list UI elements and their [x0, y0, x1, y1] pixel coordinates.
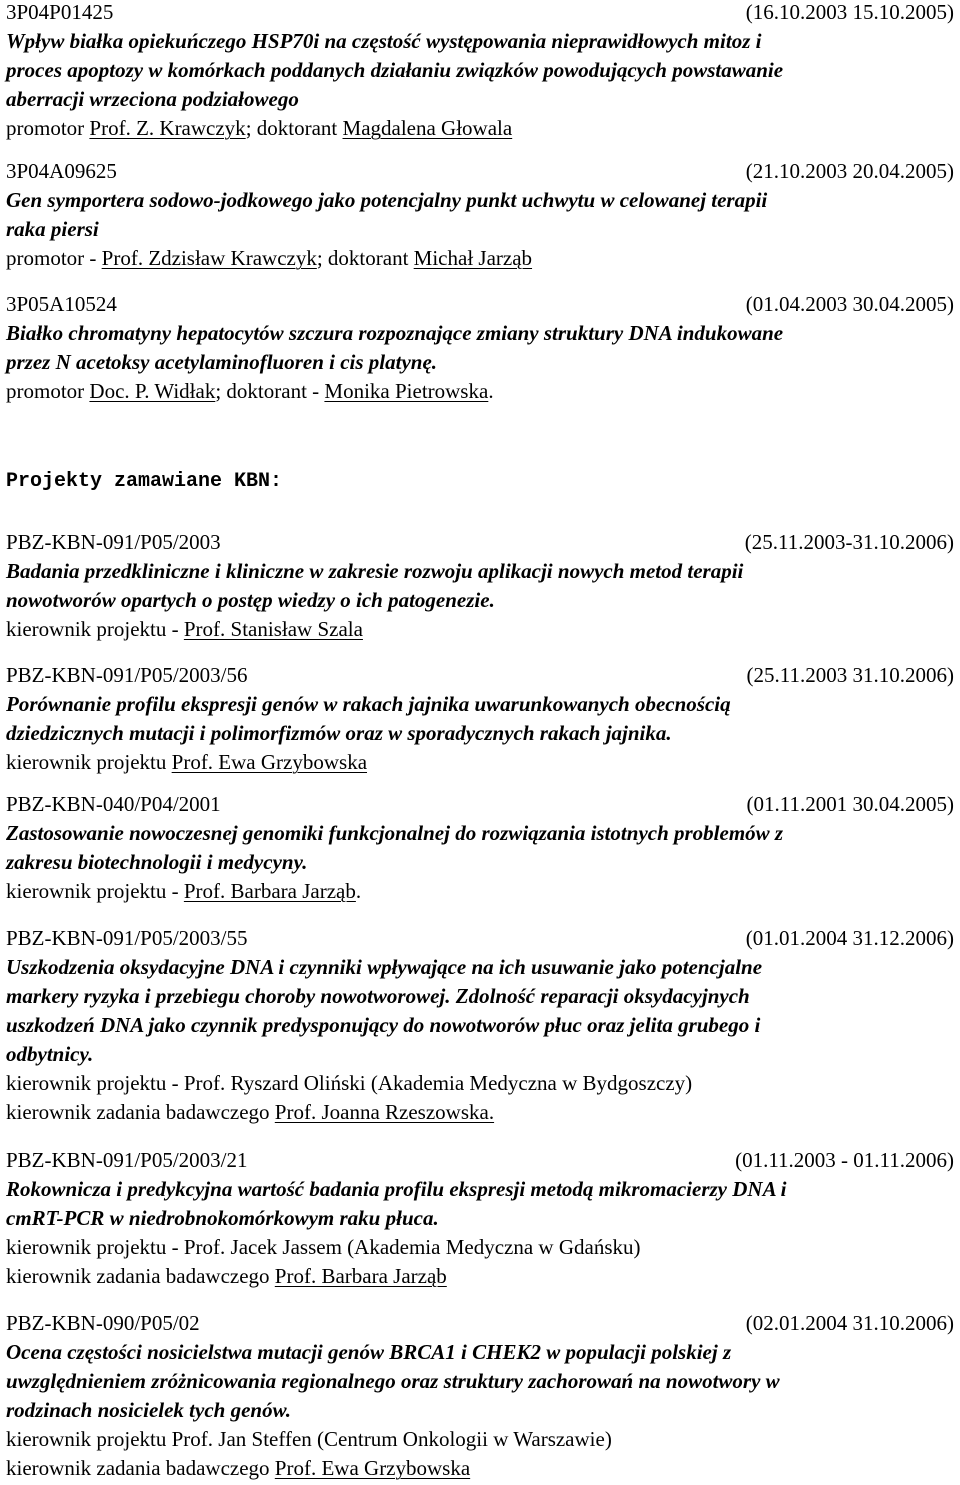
- person-role: kierownik projektu -: [6, 617, 184, 641]
- project-header: [6, 528, 954, 557]
- person-name: Prof. Barbara Jarząb: [274, 1264, 447, 1288]
- grant-header: [6, 157, 954, 186]
- project-title-line: Uszkodzenia oksydacyjne DNA i czynniki wpływające na ich usuwanie jako potencjalne: [6, 955, 763, 979]
- project-header: [6, 790, 954, 819]
- promotor-name: Doc. P. Widłak: [89, 379, 216, 403]
- project-person: [6, 1425, 954, 1454]
- grant-period: (16.10.2003 15.10.2005): [745, 0, 954, 24]
- person-separator: ; doktorant: [245, 116, 343, 140]
- project-title-line: zakresu biotechnologii i medycyny.: [6, 850, 308, 874]
- grant-period: (21.10.2003 20.04.2005): [745, 159, 954, 183]
- project-code: PBZ-KBN-091/P05/2003/55: [6, 926, 248, 950]
- grant-title-line: przez N acetoksy acetylaminofluoren i cis platynę.: [6, 350, 438, 374]
- grant-title-line: Białko chromatyny hepatocytów szczura rozpoznające zmiany struktury DNA indukowane: [6, 321, 784, 345]
- grant-title-line: Wpływ białka opiekuńczego HSP70i na częstość występowania nieprawidłowych mitoz i: [6, 29, 762, 53]
- grant-code: 3P04P01425: [6, 0, 114, 24]
- project-title-line: cmRT-PCR w niedrobnokomórkowym raku płuca.: [6, 1206, 439, 1230]
- grant-people: [6, 377, 954, 406]
- doctoral-student-name: Monika Pietrowska: [324, 379, 489, 403]
- project-header: [6, 661, 954, 690]
- grant-title-line: aberracji wrzeciona podziałowego: [6, 87, 299, 111]
- grant-title-line: proces apoptozy w komórkach poddanych działaniu związków powodujących powstawanie: [6, 58, 784, 82]
- project-period: (01.11.2003 - 01.11.2006): [735, 1148, 954, 1172]
- grant-title-line: Gen symportera sodowo-jodkowego jako potencjalny punkt uchwytu w celowanej terapii: [6, 188, 768, 212]
- project-header: [6, 1146, 954, 1175]
- grant-people: [6, 114, 954, 143]
- project-person: [6, 1262, 954, 1291]
- project-code: PBZ-KBN-040/P04/2001: [6, 792, 221, 816]
- person-role: kierownik zadania badawczego: [6, 1264, 275, 1288]
- person-tail: .: [488, 379, 494, 403]
- project-title-line: Zastosowanie nowoczesnej genomiki funkcjonalnej do rozwiązania istotnych problemów z: [6, 821, 784, 845]
- project-entry: [6, 924, 954, 1127]
- person-role: promotor: [6, 379, 90, 403]
- person-separator: ; doktorant: [316, 246, 414, 270]
- project-title-line: dziedzicznych mutacji i polimorfizmów oraz w sporadycznych rakach jajnika.: [6, 721, 672, 745]
- person-role: kierownik projektu -: [6, 879, 184, 903]
- grant-entry: [6, 0, 954, 143]
- project-entry: [6, 790, 954, 906]
- grant-people: [6, 244, 954, 273]
- grant-title-line: raka piersi: [6, 217, 99, 241]
- project-header: [6, 1309, 954, 1338]
- person-role: kierownik projektu: [6, 750, 172, 774]
- doctoral-student-name: Magdalena Głowala: [342, 116, 513, 140]
- grant-header: [6, 290, 954, 319]
- project-title-line: Badania przedkliniczne i kliniczne w zakresie rozwoju aplikacji nowych metod terapii: [6, 559, 744, 583]
- project-title-line: rodzinach nosicielek tych genów.: [6, 1398, 292, 1422]
- person-role: kierownik zadania badawczego: [6, 1456, 275, 1480]
- person-name: Prof. Ewa Grzybowska: [171, 750, 368, 774]
- project-title-line: uwzględnieniem zróżnicowania regionalnego oraz struktury zachorowań na nowotwory w: [6, 1369, 780, 1393]
- project-person: [6, 615, 954, 644]
- person-name: Prof. Joanna Rzeszowska.: [274, 1100, 495, 1124]
- project-title-line: Rokownicza i predykcyjna wartość badania profilu ekspresji metodą mikromacierzy DNA i: [6, 1177, 787, 1201]
- grant-code: 3P04A09625: [6, 159, 117, 183]
- project-period: (25.11.2003-31.10.2006): [744, 530, 954, 554]
- project-period: (02.01.2004 31.10.2006): [745, 1311, 954, 1335]
- project-period: (01.01.2004 31.12.2006): [745, 926, 954, 950]
- person-role: kierownik projektu - Prof. Ryszard Oliński (Akademia Medyczna w Bydgoszczy): [6, 1071, 693, 1095]
- person-name: Prof. Stanisław Szala: [183, 617, 363, 641]
- person-role: kierownik projektu Prof. Jan Steffen (Centrum Onkologii w Warszawie): [6, 1427, 612, 1451]
- project-code: PBZ-KBN-091/P05/2003/21: [6, 1148, 248, 1172]
- person-separator: ; doktorant -: [215, 379, 325, 403]
- project-title-line: Porównanie profilu ekspresji genów w rakach jajnika uwarunkowanych obecnością: [6, 692, 731, 716]
- project-title-line: nowotworów opartych o postęp wiedzy o ich patogenezie.: [6, 588, 495, 612]
- grant-entry: [6, 290, 954, 406]
- person-tail: .: [355, 879, 362, 903]
- section-heading: Projekty zamawiane KBN:: [6, 470, 283, 493]
- project-person: [6, 748, 954, 777]
- project-entry: [6, 1146, 954, 1291]
- project-person: [6, 1069, 954, 1098]
- project-period: (25.11.2003 31.10.2006): [746, 663, 954, 687]
- grant-code: 3P05A10524: [6, 292, 117, 316]
- promotor-name: Prof. Zdzisław Krawczyk: [101, 246, 317, 270]
- project-entry: [6, 661, 954, 777]
- project-code: PBZ-KBN-091/P05/2003/56: [6, 663, 248, 687]
- project-title-line: markery ryzyka i przebiegu choroby nowotworowej. Zdolność reparacji oksydacyjnych: [6, 984, 750, 1008]
- person-role: kierownik zadania badawczego: [6, 1100, 275, 1124]
- project-person: [6, 1454, 954, 1483]
- grant-period: (01.04.2003 30.04.2005): [745, 292, 954, 316]
- person-role: promotor -: [6, 246, 102, 270]
- project-header: [6, 924, 954, 953]
- promotor-name: Prof. Z. Krawczyk: [89, 116, 246, 140]
- person-role: kierownik projektu - Prof. Jacek Jassem (Akademia Medyczna w Gdańsku): [6, 1235, 641, 1259]
- grant-entry: [6, 157, 954, 273]
- doctoral-student-name: Michał Jarząb: [413, 246, 533, 270]
- project-entry: [6, 528, 954, 644]
- project-title-line: uszkodzeń DNA jako czynnik predysponujący do nowotworów płuc oraz jelita grubego i: [6, 1013, 761, 1037]
- project-entry: [6, 1309, 954, 1483]
- project-period: (01.11.2001 30.04.2005): [746, 792, 954, 816]
- person-name: Prof. Barbara Jarząb: [183, 879, 356, 903]
- project-person: [6, 877, 954, 906]
- person-name: Prof. Ewa Grzybowska: [274, 1456, 471, 1480]
- project-code: PBZ-KBN-091/P05/2003: [6, 530, 221, 554]
- person-role: promotor: [6, 116, 90, 140]
- grant-header: [6, 0, 954, 27]
- project-title-line: odbytnicy.: [6, 1042, 94, 1066]
- project-title-line: Ocena częstości nosicielstwa mutacji genów BRCA1 i CHEK2 w populacji polskiej z: [6, 1340, 732, 1364]
- project-code: PBZ-KBN-090/P05/02: [6, 1311, 200, 1335]
- project-person: [6, 1233, 954, 1262]
- project-person: [6, 1098, 954, 1127]
